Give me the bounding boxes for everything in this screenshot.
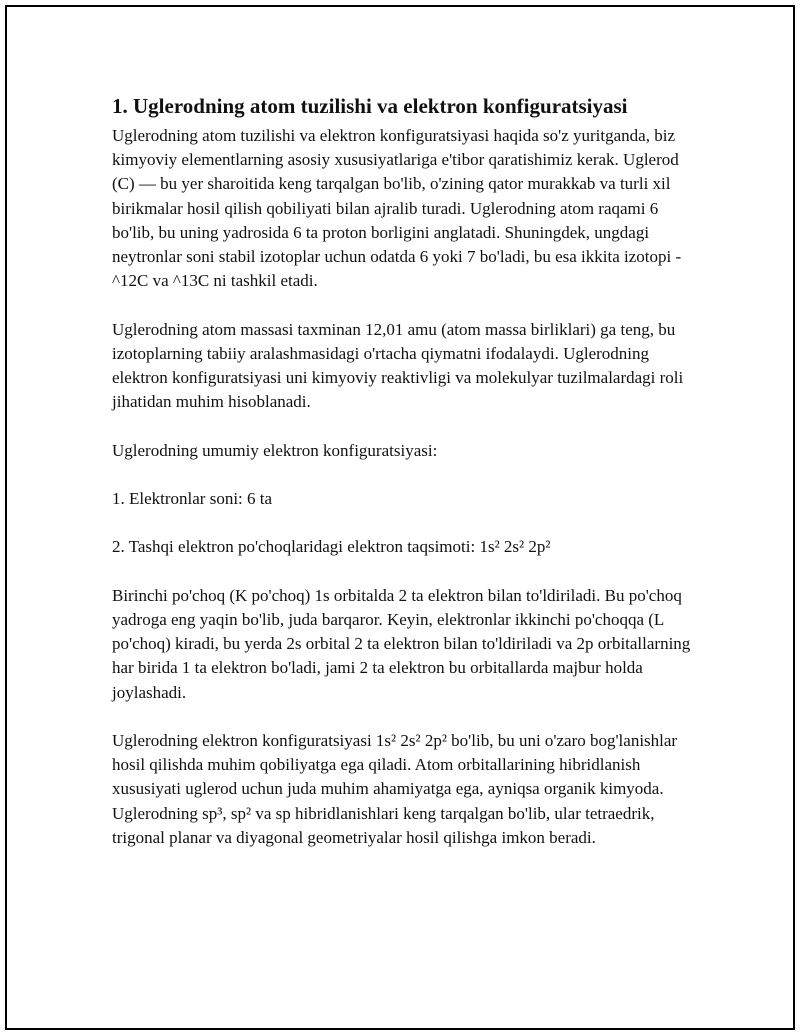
paragraph-intro: Uglerodning atom tuzilishi va elektron konfiguratsiyasi haqida so'z yuritganda, biz kimyoviy elementlarning asosiy xususiyatlariga e'tibor qaratishimiz kerak. Uglerod (C) — bu yer sharoitida keng tarqalgan bo'lib, o'zining qator murakkab va turli xil birikmalar hosil qilish qobiliyati bilan ajralib turadi. Uglerodning atom raqami 6 bo'lib, bu uning yadrosida 6 ta proton borligini anglatadi. Shuningdek, ungdagi neytronlar soni stabil izotoplar uchun odatda 6 yoki 7 bo'ladi, bu esa ikkita izotopi - ^12C va ^13C ni tashkil etadi.: [112, 126, 682, 291]
list-item-electron-distribution: 2. Tashqi elektron po'choqlaridagi elektron taqsimoti: 1s² 2s² 2p²: [112, 537, 551, 557]
paragraph-hybridization: Uglerodning elektron konfiguratsiyasi 1s² 2s² 2p² bo'lib, bu uni o'zaro bog'lanishlar hosil qilishda muhim qobiliyatga ega qiladi. Atom orbitallarining hibridlanish xususiyati uglerod uchun juda muhim ahamiyatga ega, ayniqsa organik kimyoda. Uglerodning sp³, sp² va sp hibridlanishlari keng tarqalgan bo'lib, ular tetraedrik, trigonal planar va diyagonal geometriyalar hosil qilishga imkon beradi.: [112, 730, 678, 847]
paragraph-config-heading: Uglerodning umumiy elektron konfiguratsiyasi:: [112, 440, 438, 460]
paragraph-shells: Birinchi po'choq (K po'choq) 1s orbitalda 2 ta elektron bilan to'ldiriladi. Bu po'choq yadroga eng yaqin bo'lib, juda barqaror. Keyin, elektronlar ikkinchi po'choqqa (L po'choq) kiradi, bu yerda 2s orbital 2 ta elektron bilan to'ldiriladi va 2p orbitallarning har birida 1 ta elektron bo'ladi, jami 2 ta elektron bu orbitallarda majbur holda joylashadi.: [112, 585, 691, 702]
list-item-electron-count: 1. Elektronlar soni: 6 ta: [112, 489, 273, 508]
paragraph-atomic-mass: Uglerodning atom massasi taxminan 12,01 amu (atom massa birliklari) ga teng, bu izotoplarning tabiiy aralashmasidagi o'rtacha qiymatni ifodalaydi. Uglerodning elektron konfiguratsiyasi uni kimyoviy reaktivligi va molekulyar tuzilmalardagi roli jihatidan muhim hisoblanadi.: [112, 319, 684, 412]
section-title: 1. Uglerodning atom tuzilishi va elektron konfiguratsiyasi: [112, 94, 628, 118]
document-body: [112, 92, 692, 874]
